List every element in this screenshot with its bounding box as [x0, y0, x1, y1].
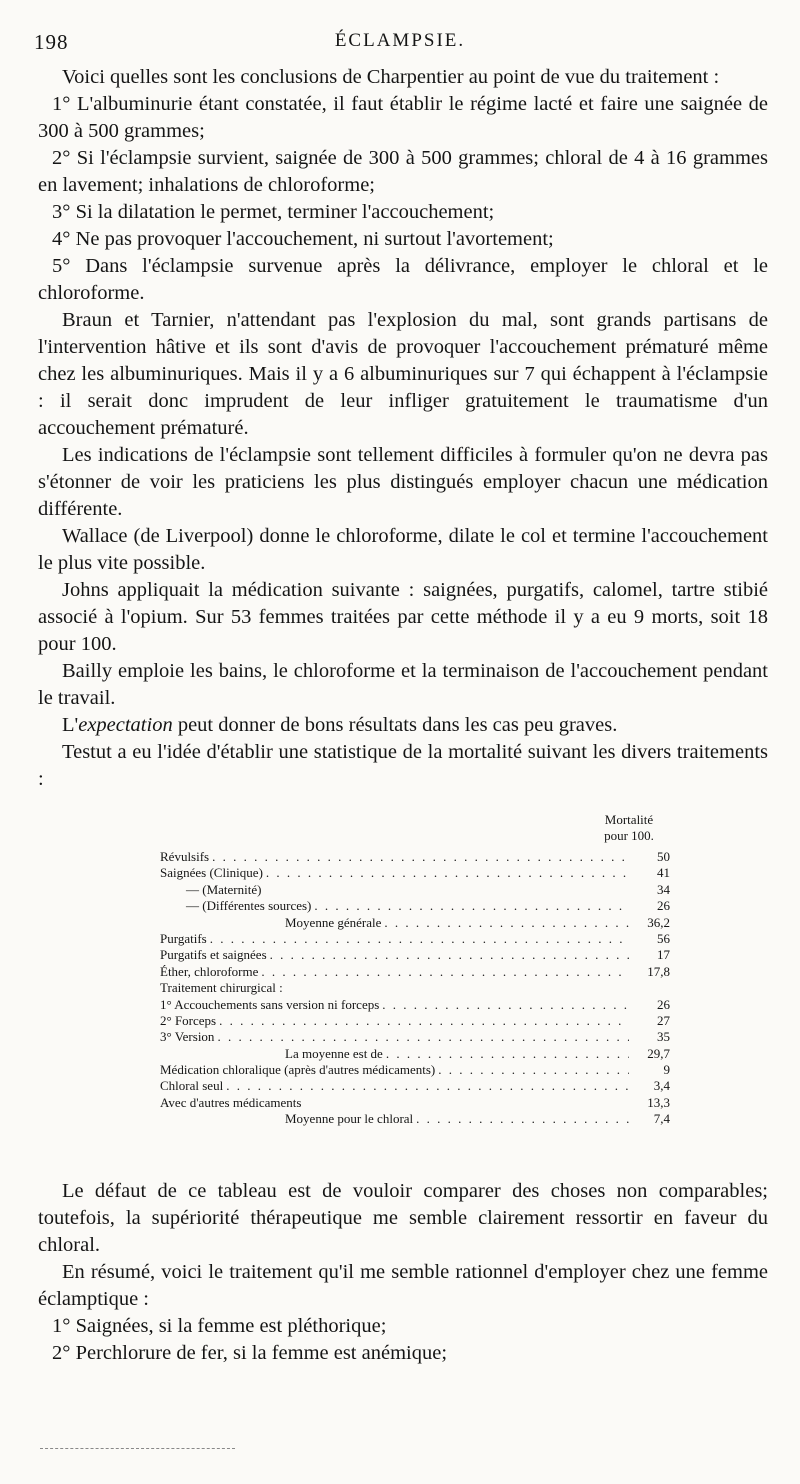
mortality-header-line1: Mortalité [604, 812, 654, 827]
mortality-header [588, 812, 670, 844]
footer-rule [40, 1448, 235, 1449]
row-label: La moyenne est de [285, 1045, 383, 1061]
row-label: — (Différentes sources) [186, 898, 312, 914]
expectation-rest: peut donner de bons résultats dans les cas peu graves. [172, 714, 618, 736]
row-value: 41 [657, 865, 670, 881]
list-item: 3° Si la dilatation le permet, terminer l'accouchement; [52, 201, 495, 223]
row-label: 3° Version [160, 1029, 215, 1045]
table-row [160, 1013, 670, 1029]
table-row [160, 882, 670, 898]
leader-dots [438, 1062, 629, 1078]
list-item: 2° Si l'éclampsie survient, saignée de 300 à 500 grammes; chloral de 4 à 16 grammes en lavement; inhalations de chloroforme; [38, 147, 768, 196]
row-value: 29,7 [647, 1045, 670, 1061]
row-value: 17 [657, 947, 670, 963]
row-label: — (Maternité) [186, 881, 262, 897]
row-value: 17,8 [647, 963, 670, 979]
table-row [160, 898, 670, 914]
row-label: 2° Forceps [160, 1012, 217, 1028]
table-row [160, 980, 670, 996]
leader-dots [261, 964, 629, 980]
expectation-prefix: L' [62, 714, 79, 736]
row-label: Moyenne pour le chloral [285, 1111, 414, 1127]
row-label: Purgatifs [160, 930, 207, 946]
paragraph: Wallace (de Liverpool) donne le chloroforme, dilate le col et termine l'accouchement le plus vite possible. [38, 525, 768, 574]
leader-dots [219, 1013, 629, 1029]
leader-dots [386, 1046, 629, 1062]
table-row [160, 964, 670, 980]
row-label: Traitement chirurgical : [160, 980, 283, 996]
table-row [160, 931, 670, 947]
paragraph: Les indications de l'éclampsie sont tellement difficiles à formuler qu'on ne devra pas s'étonner de voir les praticiens les plus distingués employer chacun une médication différente. [38, 444, 768, 520]
list-item: 1° L'albuminurie étant constatée, il faut établir le régime lacté et faire une saignée de 300 à 500 grammes; [38, 93, 768, 142]
row-value: 13,3 [647, 1094, 670, 1110]
page-number: 198 [34, 30, 69, 54]
leader-dots [217, 1029, 629, 1045]
row-label: Purgatifs et saignées [160, 947, 267, 963]
leader-dots [416, 1111, 629, 1127]
row-value: 36,2 [647, 914, 670, 930]
paragraph: Braun et Tarnier, n'attendant pas l'explosion du mal, sont grands partisans de l'intervention hâtive et ils sont d'avis de provoquer l'accouchement prématuré même chez les albuminuriques. Mais il y a 6 albuminuriques sur 7 qui échappent à l'éclampsie : il serait donc imprudent de leur infliger gratuitement le traumatisme d'un accouchement prématuré. [38, 309, 768, 439]
row-label: Médication chloralique (après d'autres médicaments) [160, 1062, 436, 1078]
table-row [160, 1095, 670, 1111]
row-value: 34 [657, 881, 670, 897]
page-header [34, 30, 766, 60]
paragraph: Johns appliquait la médication suivante : saignées, purgatifs, calomel, tartre stibié associé à l'opium. Sur 53 femmes traitées par cette méthode il y a eu 9 morts, soit 18 pour 100. [38, 579, 768, 655]
table-row [160, 1029, 670, 1045]
row-label: Chloral seul [160, 1078, 224, 1094]
running-title: ÉCLAMPSIE. [334, 30, 466, 51]
row-value: 26 [657, 898, 670, 914]
row-value: 56 [657, 930, 670, 946]
leader-dots [382, 997, 629, 1013]
paragraph: Le défaut de ce tableau est de vouloir comparer des choses non comparables; toutefois, la supériorité thérapeutique me semble clairement ressortir en faveur du chloral. [38, 1180, 768, 1256]
table-row [160, 1046, 670, 1062]
row-value: 27 [657, 1012, 670, 1028]
table-row [160, 947, 670, 963]
table-row [160, 865, 670, 881]
leader-dots [266, 865, 629, 881]
leader-dots [210, 931, 629, 947]
row-label: Avec d'autres médicaments [160, 1094, 302, 1110]
row-label: Saignées (Clinique) [160, 865, 263, 881]
row-label: Éther, chloroforme [160, 963, 259, 979]
leader-dots [270, 947, 629, 963]
table-row [160, 849, 670, 865]
body-text-bottom [38, 1178, 768, 1367]
list-item: 2° Perchlorure de fer, si la femme est anémique; [52, 1342, 448, 1364]
mortality-header-line2: pour 100. [604, 828, 654, 843]
table-row [160, 1078, 670, 1094]
row-value: 26 [657, 996, 670, 1012]
row-value: 35 [657, 1029, 670, 1045]
list-item: 1° Saignées, si la femme est pléthorique; [52, 1315, 387, 1337]
leader-dots [314, 898, 629, 914]
expectation-word: expectation [78, 714, 173, 736]
paragraph: En résumé, voici le traitement qu'il me semble rationnel d'employer chez une femme éclamptique : [38, 1261, 768, 1310]
paragraph: Voici quelles sont les conclusions de Charpentier au point de vue du traitement : [62, 66, 720, 88]
table-row [160, 1062, 670, 1078]
paragraph: Bailly emploie les bains, le chloroforme et la terminaison de l'accouchement pendant le travail. [38, 660, 768, 709]
table-rows [160, 849, 670, 1128]
row-value: 50 [657, 849, 670, 864]
leader-dots [384, 915, 629, 931]
row-label: Révulsifs [160, 849, 210, 864]
row-value: 3,4 [653, 1078, 670, 1094]
row-value: 9 [663, 1062, 670, 1078]
list-item: 4° Ne pas provoquer l'accouchement, ni surtout l'avortement; [52, 228, 554, 250]
table-row [160, 997, 670, 1013]
paragraph-expectation [38, 712, 768, 739]
row-label: 1° Accouchements sans version ni forceps [160, 996, 380, 1012]
leader-dots [226, 1078, 629, 1094]
row-value: 7,4 [653, 1111, 670, 1127]
paragraph: Testut a eu l'idée d'établir une statistique de la mortalité suivant les divers traitements : [38, 741, 768, 790]
leader-dots [212, 849, 629, 865]
list-item: 5° Dans l'éclampsie survenue après la délivrance, employer le chloral et le chloroforme. [38, 255, 768, 304]
table-row [160, 1111, 670, 1127]
body-text-top [38, 64, 768, 793]
row-label: Moyenne générale [285, 914, 382, 930]
table-row [160, 915, 670, 931]
